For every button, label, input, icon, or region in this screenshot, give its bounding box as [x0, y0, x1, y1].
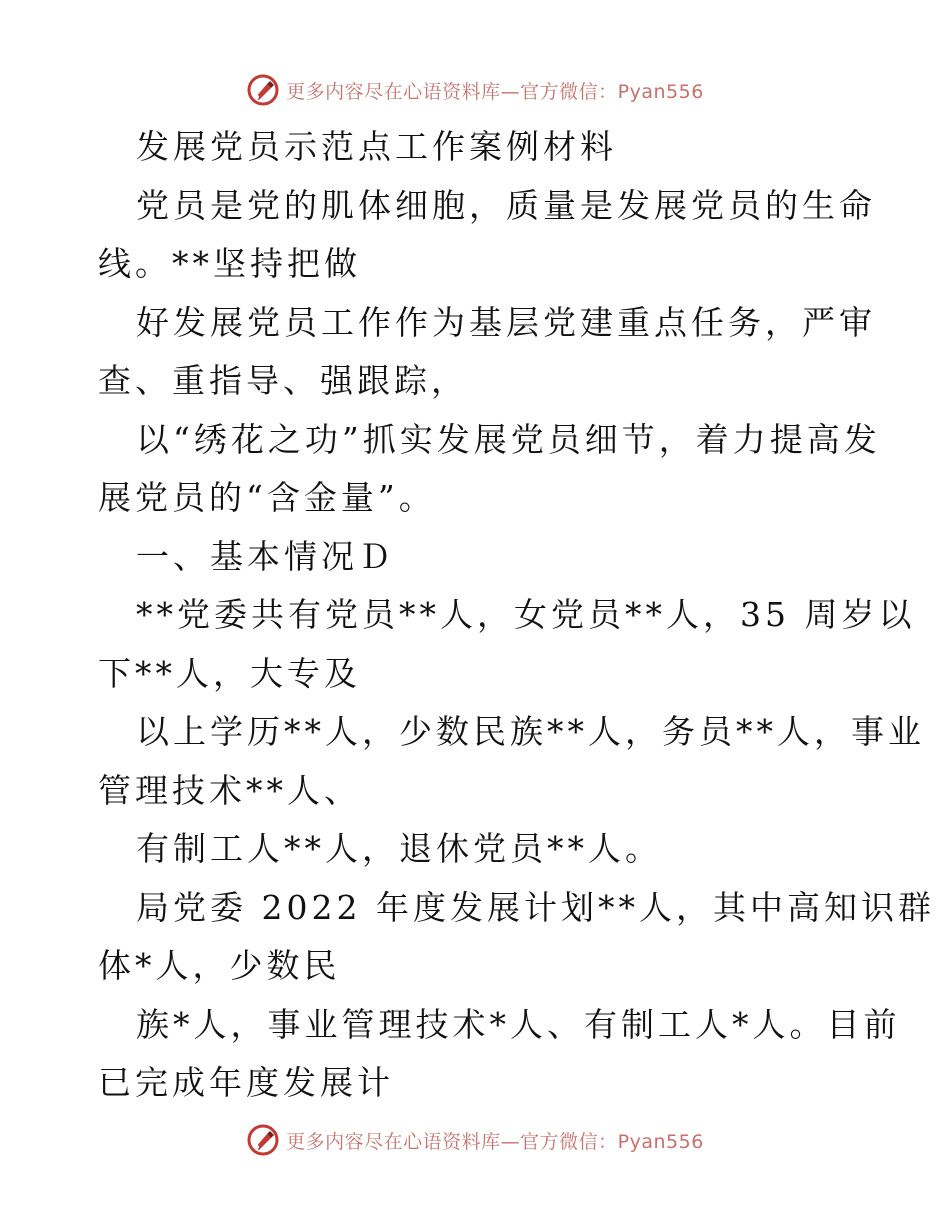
paragraph-line: 展党员的“含金量”。	[98, 478, 436, 517]
paragraph-line: **党委共有党员**人，女党员**人，35 周岁以	[136, 595, 916, 634]
paragraph-line: 族*人，事业管理技术*人、有制工人*人。目前	[136, 1004, 901, 1044]
paragraph-line: 体*人，少数民	[98, 946, 341, 985]
paragraph-line: 已完成年度发展计	[98, 1063, 394, 1102]
red-pen-logo-icon	[246, 73, 280, 107]
section-heading: 一、基本情况Ｄ	[136, 536, 395, 576]
paragraph-line: 以“绣花之功”抓实发展党员细节，着力提高发	[136, 419, 881, 459]
paragraph-line: 有制工人**人，退休党员**人。	[136, 829, 662, 868]
paragraph-line: 线。**坚持把做	[98, 244, 361, 283]
paragraph-line: 党员是党的肌体细胞，质量是发展党员的生命	[136, 185, 876, 225]
document-title: 发展党员示范点工作案例材料	[136, 127, 617, 166]
footer-watermark	[0, 1120, 950, 1160]
paragraph-line: 管理技术**人、	[98, 770, 361, 810]
paragraph-line: 局党委 2022 年度发展计划**人，其中高知识群	[136, 887, 935, 927]
paragraph-line: 下**人，大专及	[98, 653, 361, 693]
red-pen-logo-icon	[246, 1123, 280, 1157]
paragraph-line: 好发展党员工作作为基层党建重点任务，严审	[136, 302, 876, 342]
header-watermark	[0, 70, 950, 110]
watermark-text: 更多内容尽在心语资料库—官方微信：Pyan556	[286, 80, 704, 103]
paragraph-line: 查、重指导、强跟踪，	[98, 361, 468, 400]
document-body	[98, 118, 935, 1113]
paragraph-line: 以上学历**人，少数民族**人，务员**人，事业	[136, 712, 925, 751]
watermark-text: 更多内容尽在心语资料库—官方微信：Pyan556	[286, 1130, 704, 1153]
